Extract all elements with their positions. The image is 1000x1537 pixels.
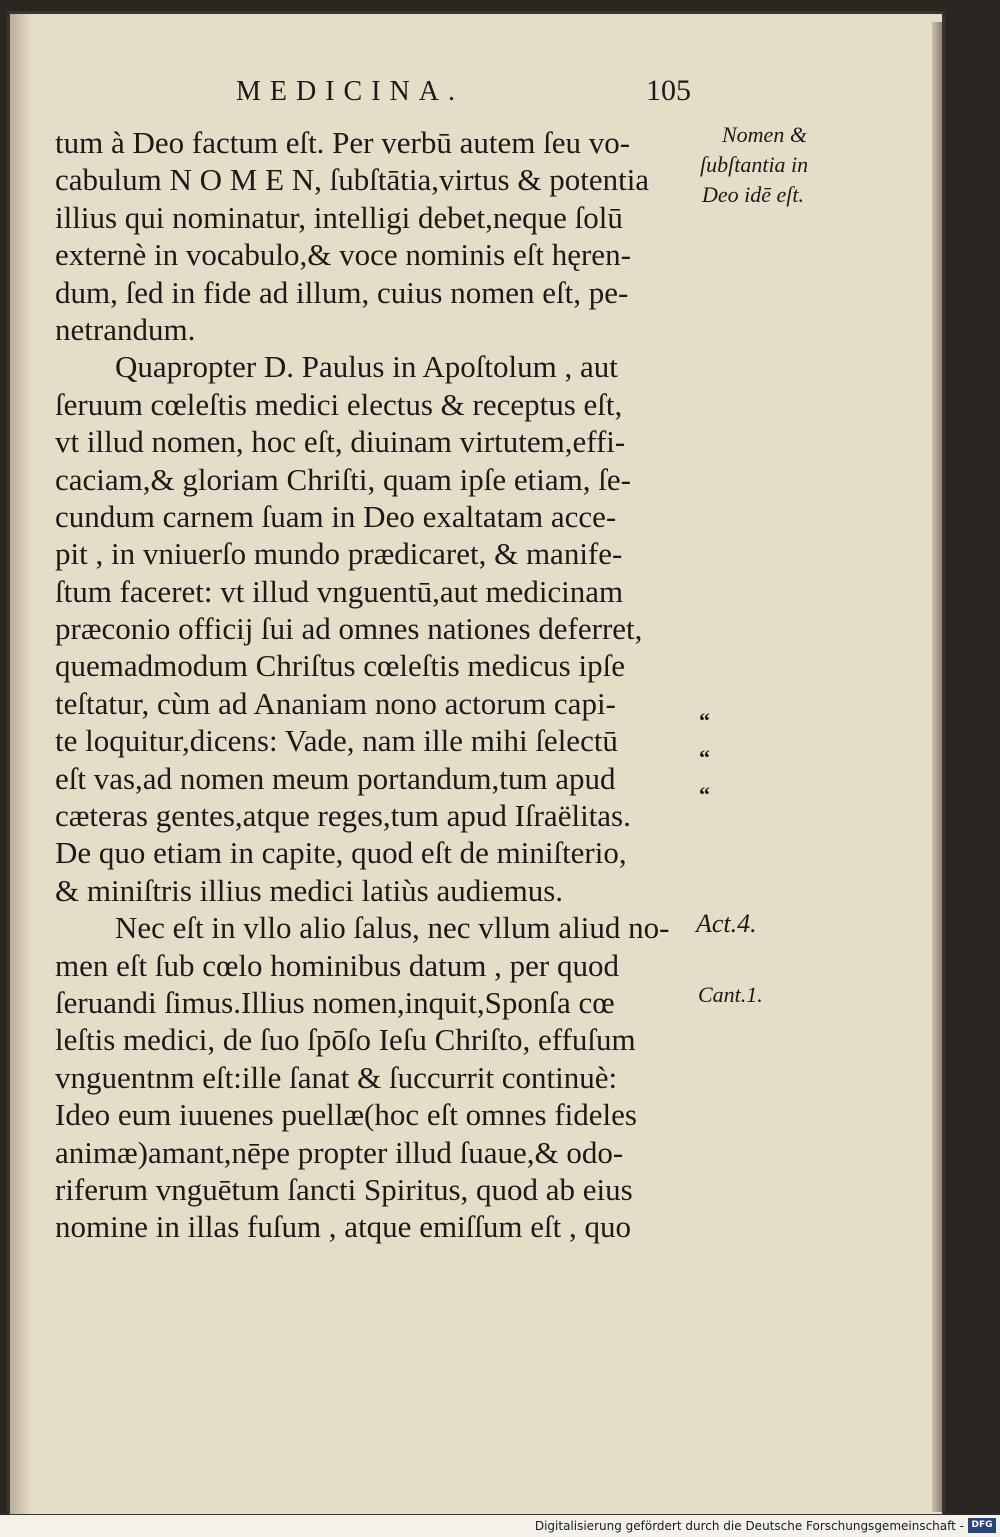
text-line: ſtum faceret: vt illud vnguentū,aut medicinam bbox=[55, 573, 624, 609]
text-line: Quapropter D. Paulus in Apoſtolum , aut bbox=[115, 349, 618, 385]
text-line: De quo etiam in capite, quod eſt de miniſterio, bbox=[55, 835, 627, 871]
text-line: animæ)amant,nēpe propter illud ſuaue,& odo- bbox=[55, 1134, 624, 1170]
text-line: Ideo eum iuuenes puellæ(hoc eſt omnes fideles bbox=[55, 1097, 637, 1133]
text-line: vt illud nomen, hoc eſt, diuinam virtutem,effi- bbox=[55, 424, 626, 460]
page-gutter bbox=[10, 14, 32, 1514]
text-line: vnguentnm eſt:ille ſanat & ſuccurrit continuè: bbox=[55, 1059, 618, 1095]
text-line: cæteras gentes,atque reges,tum apud Iſraëlitas. bbox=[55, 798, 631, 834]
quotation-mark: “ bbox=[699, 782, 710, 807]
margin-note: Act.4. bbox=[696, 909, 757, 938]
text-line: externè in vocabulo,& voce nominis eſt hęren- bbox=[55, 237, 631, 273]
text-line: quemadmodum Chriſtus cœleſtis medicus ipſe bbox=[55, 648, 625, 684]
body-text bbox=[55, 124, 695, 1246]
text-line: cabulum N O M E N, ſubſtātia,virtus & potentia bbox=[55, 162, 650, 198]
running-head: MEDICINA. bbox=[236, 76, 464, 107]
margin-note: Deo idē eſt. bbox=[702, 182, 805, 207]
text-line: illius qui nominatur, intelligi debet,neque ſolū bbox=[55, 199, 623, 235]
text-line: ſeruum cœleſtis medici electus & receptus eſt, bbox=[55, 386, 623, 422]
quotation-mark: “ bbox=[699, 745, 710, 770]
page-number: 105 bbox=[646, 74, 691, 107]
dfg-logo-icon[interactable]: DFG bbox=[968, 1518, 996, 1533]
text-line: præconio officij ſui ad omnes nationes deferret, bbox=[55, 611, 643, 647]
digitization-credit: Digitalisierung gefördert durch die Deutsche Forschungsgemeinschaft - bbox=[534, 1519, 964, 1533]
margin-note: ſubſtantia in bbox=[700, 152, 809, 177]
text-line: netrandum. bbox=[55, 311, 196, 347]
text-line: pit , in vniuerſo mundo prædicaret, & manife- bbox=[55, 536, 623, 572]
text-line: cundum carnem ſuam in Deo exaltatam acce- bbox=[55, 498, 617, 534]
text-line: caciam,& gloriam Chriſti, quam ipſe etiam, ſe- bbox=[55, 461, 631, 497]
quotation-mark: “ bbox=[699, 708, 710, 733]
text-line: tum à Deo factum eſt. Per verbū autem ſeu vo- bbox=[55, 125, 631, 160]
text-line: Nec eſt in vllo alio ſalus, nec vllum aliud no- bbox=[115, 910, 670, 946]
margin-note: Cant.1. bbox=[698, 982, 763, 1007]
text-line: nomine in illas fuſum , atque emiſſum eſt , quo bbox=[55, 1209, 631, 1245]
text-line: te loquitur,dicens: Vade, nam ille mihi ſelectū bbox=[55, 723, 618, 759]
text-line: ſeruandi ſimus.Illius nomen,inquit,Sponſa cœ bbox=[55, 984, 615, 1020]
text-line: dum, ſed in fide ad illum, cuius nomen eſt, pe- bbox=[55, 274, 629, 310]
text-line: riferum vnguētum ſancti Spiritus, quod ab eius bbox=[55, 1171, 633, 1207]
text-line: men eſt ſub cœlo hominibus datum , per quod bbox=[55, 947, 619, 983]
margin-note: Nomen & bbox=[722, 122, 807, 147]
text-line: teſtatur, cùm ad Ananiam nono actorum capi- bbox=[55, 685, 616, 721]
page-edge bbox=[932, 22, 942, 1512]
text-line: eſt vas,ad nomen meum portandum,tum apud bbox=[55, 760, 616, 796]
text-line: & miniſtris illius medici latiùs audiemus. bbox=[55, 872, 564, 908]
text-line: leſtis medici, de ſuo ſpōſo Ieſu Chriſto, effuſum bbox=[55, 1022, 636, 1058]
